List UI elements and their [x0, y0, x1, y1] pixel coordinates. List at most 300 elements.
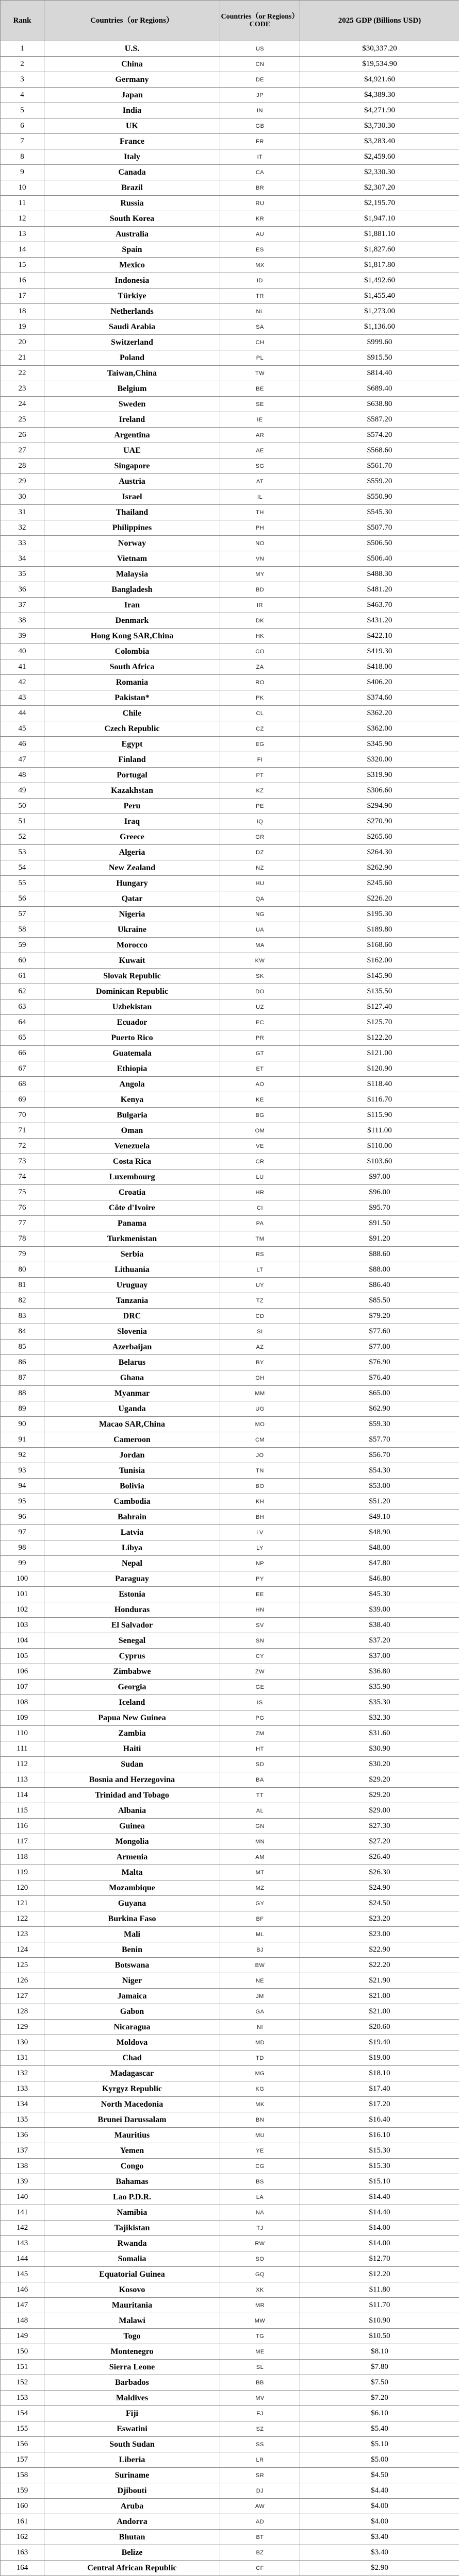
gdp-cell: $1,827.60 [300, 242, 459, 258]
rank-cell: 70 [1, 1108, 44, 1123]
gdp-cell: $506.40 [300, 551, 459, 567]
country-code-cell: EG [220, 737, 300, 752]
gdp-cell: $3.40 [300, 2545, 459, 2561]
table-row [1, 88, 459, 103]
gdp-cell: $51.20 [300, 1494, 459, 1510]
country-cell: Guinea [44, 1819, 220, 1834]
gdp-cell: $168.60 [300, 938, 459, 953]
table-row [1, 2143, 459, 2159]
country-cell: Senegal [44, 1633, 220, 1649]
gdp-cell: $27.20 [300, 1834, 459, 1850]
country-cell: Finland [44, 752, 220, 768]
rank-cell: 105 [1, 1649, 44, 1664]
country-code-cell: KR [220, 211, 300, 227]
table-row [1, 1772, 459, 1788]
country-cell: Benin [44, 1942, 220, 1958]
country-cell: Cyprus [44, 1649, 220, 1664]
country-code-cell: ML [220, 1927, 300, 1942]
rank-cell: 13 [1, 227, 44, 242]
country-code-cell: BG [220, 1108, 300, 1123]
gdp-cell: $559.20 [300, 474, 459, 489]
country-cell: Estonia [44, 1587, 220, 1602]
rank-cell: 146 [1, 2282, 44, 2298]
table-row [1, 118, 459, 134]
country-code-cell: CF [220, 2561, 300, 2576]
rank-cell: 102 [1, 1602, 44, 1618]
country-code-cell: DJ [220, 2483, 300, 2499]
country-cell: Colombia [44, 644, 220, 659]
country-code-cell: LR [220, 2452, 300, 2468]
rank-cell: 121 [1, 1896, 44, 1911]
country-code-cell: MD [220, 2035, 300, 2050]
country-cell: Niger [44, 1973, 220, 1989]
gdp-cell: $19.00 [300, 2050, 459, 2066]
rank-cell: 54 [1, 860, 44, 876]
gdp-cell: $53.00 [300, 1479, 459, 1494]
rank-cell: 56 [1, 891, 44, 907]
rank-cell: 161 [1, 2514, 44, 2530]
gdp-cell: $115.90 [300, 1108, 459, 1123]
rank-cell: 75 [1, 1185, 44, 1200]
country-cell: Cameroon [44, 1432, 220, 1448]
country-code-cell: JP [220, 88, 300, 103]
country-code-cell: CN [220, 57, 300, 72]
country-cell: Argentina [44, 428, 220, 443]
rank-cell: 78 [1, 1231, 44, 1247]
rank-cell: 58 [1, 922, 44, 938]
table-row [1, 2452, 459, 2468]
table-row [1, 2483, 459, 2499]
gdp-cell: $463.70 [300, 598, 459, 613]
table-row [1, 1571, 459, 1587]
country-code-cell: MV [220, 2391, 300, 2406]
country-code-cell: SE [220, 397, 300, 412]
table-row [1, 1185, 459, 1200]
table-row [1, 598, 459, 613]
country-cell: Jordan [44, 1448, 220, 1463]
rank-cell: 50 [1, 799, 44, 814]
table-row [1, 845, 459, 860]
country-cell: Brazil [44, 180, 220, 196]
gdp-cell: $45.30 [300, 1587, 459, 1602]
country-code-cell: KH [220, 1494, 300, 1510]
gdp-cell: $1,136.60 [300, 319, 459, 335]
country-code-cell: LU [220, 1170, 300, 1185]
country-code-cell: BH [220, 1510, 300, 1525]
rank-cell: 110 [1, 1726, 44, 1741]
table-row [1, 1788, 459, 1803]
rank-cell: 133 [1, 2081, 44, 2097]
table-row [1, 2468, 459, 2483]
gdp-cell: $30.20 [300, 1757, 459, 1772]
table-row [1, 319, 459, 335]
gdp-cell: $2,307.20 [300, 180, 459, 196]
rank-cell: 100 [1, 1571, 44, 1587]
country-cell: Zimbabwe [44, 1664, 220, 1680]
gdp-cell: $638.80 [300, 397, 459, 412]
rank-cell: 155 [1, 2421, 44, 2437]
country-code-cell: AW [220, 2499, 300, 2514]
table-row [1, 953, 459, 969]
table-row [1, 2081, 459, 2097]
rank-cell: 15 [1, 258, 44, 273]
country-code-cell: BZ [220, 2545, 300, 2561]
country-cell: Luxembourg [44, 1170, 220, 1185]
country-code-cell: NI [220, 2020, 300, 2035]
country-code-cell: PL [220, 350, 300, 366]
rank-cell: 84 [1, 1324, 44, 1340]
table-row [1, 2097, 459, 2112]
table-row [1, 1989, 459, 2004]
table-row [1, 227, 459, 242]
gdp-cell: $17.20 [300, 2097, 459, 2112]
table-row [1, 659, 459, 675]
table-row [1, 1108, 459, 1123]
gdp-cell: $550.90 [300, 489, 459, 505]
country-code-cell: SI [220, 1324, 300, 1340]
gdp-cell: $31.60 [300, 1726, 459, 1741]
rank-cell: 151 [1, 2360, 44, 2375]
rank-cell: 136 [1, 2128, 44, 2143]
country-code-cell: EC [220, 1015, 300, 1030]
country-cell: Maldives [44, 2391, 220, 2406]
country-cell: Bulgaria [44, 1108, 220, 1123]
rank-cell: 158 [1, 2468, 44, 2483]
country-cell: Malawi [44, 2313, 220, 2329]
gdp-cell: $125.70 [300, 1015, 459, 1030]
table-row [1, 2298, 459, 2313]
rank-cell: 51 [1, 814, 44, 829]
rank-cell: 107 [1, 1680, 44, 1695]
rank-cell: 113 [1, 1772, 44, 1788]
rank-cell: 164 [1, 2561, 44, 2576]
country-code-cell: SS [220, 2437, 300, 2452]
country-cell: Greece [44, 829, 220, 845]
rank-cell: 23 [1, 381, 44, 397]
rank-cell: 25 [1, 412, 44, 428]
table-row [1, 1061, 459, 1077]
table-row [1, 242, 459, 258]
country-cell: Türkiye [44, 289, 220, 304]
gdp-cell: $2.90 [300, 2561, 459, 2576]
country-code-cell: GR [220, 829, 300, 845]
table-row [1, 1741, 459, 1757]
header-row [1, 1, 459, 41]
rank-cell: 36 [1, 582, 44, 598]
table-row [1, 2282, 459, 2298]
table-row [1, 721, 459, 737]
country-code-cell: BD [220, 582, 300, 598]
gdp-cell: $65.00 [300, 1386, 459, 1401]
country-cell: Guyana [44, 1896, 220, 1911]
country-code-cell: BE [220, 381, 300, 397]
rank-cell: 39 [1, 629, 44, 644]
rank-cell: 74 [1, 1170, 44, 1185]
country-code-cell: ET [220, 1061, 300, 1077]
gdp-cell: $264.30 [300, 845, 459, 860]
rank-cell: 147 [1, 2298, 44, 2313]
country-cell: Madagascar [44, 2066, 220, 2081]
rank-cell: 30 [1, 489, 44, 505]
country-code-cell: PK [220, 690, 300, 706]
table-row [1, 613, 459, 629]
rank-cell: 101 [1, 1587, 44, 1602]
country-cell: Australia [44, 227, 220, 242]
rank-cell: 108 [1, 1695, 44, 1710]
rank-cell: 24 [1, 397, 44, 412]
table-row [1, 2375, 459, 2391]
country-code-cell: SG [220, 459, 300, 474]
country-cell: Belarus [44, 1355, 220, 1370]
table-row [1, 1355, 459, 1370]
gdp-cell: $49.10 [300, 1510, 459, 1525]
table-row [1, 737, 459, 752]
gdp-cell: $79.20 [300, 1309, 459, 1324]
country-code-cell: HR [220, 1185, 300, 1200]
country-cell: Tanzania [44, 1293, 220, 1309]
rank-cell: 57 [1, 907, 44, 922]
country-cell: Lithuania [44, 1262, 220, 1278]
country-cell: Equatorial Guinea [44, 2267, 220, 2282]
table-row [1, 551, 459, 567]
gdp-cell: $345.90 [300, 737, 459, 752]
country-cell: El Salvador [44, 1618, 220, 1633]
country-code-cell: HK [220, 629, 300, 644]
gdp-cell: $21.00 [300, 2004, 459, 2020]
gdp-cell: $26.30 [300, 1865, 459, 1880]
rank-cell: 20 [1, 335, 44, 350]
country-code-cell: UG [220, 1401, 300, 1417]
table-row [1, 459, 459, 474]
country-code-cell: AT [220, 474, 300, 489]
country-cell: Mexico [44, 258, 220, 273]
country-code-cell: SO [220, 2251, 300, 2267]
gdp-cell: $574.20 [300, 428, 459, 443]
country-cell: South Sudan [44, 2437, 220, 2452]
rank-cell: 109 [1, 1710, 44, 1726]
country-cell: Ireland [44, 412, 220, 428]
country-code-cell: CH [220, 335, 300, 350]
gdp-cell: $24.50 [300, 1896, 459, 1911]
country-cell: Qatar [44, 891, 220, 907]
country-code-cell: BO [220, 1479, 300, 1494]
gdp-cell: $1,455.40 [300, 289, 459, 304]
gdp-cell: $14.40 [300, 2205, 459, 2221]
rank-cell: 117 [1, 1834, 44, 1850]
gdp-cell: $7.20 [300, 2391, 459, 2406]
gdp-cell: $587.20 [300, 412, 459, 428]
table-row [1, 1077, 459, 1092]
table-row [1, 2128, 459, 2143]
country-cell: Bahamas [44, 2174, 220, 2190]
table-row [1, 412, 459, 428]
table-row [1, 1479, 459, 1494]
gdp-cell: $999.60 [300, 335, 459, 350]
rank-cell: 72 [1, 1139, 44, 1154]
rank-cell: 52 [1, 829, 44, 845]
country-code-cell: MO [220, 1417, 300, 1432]
country-code-cell: IE [220, 412, 300, 428]
country-code-cell: NO [220, 536, 300, 551]
gdp-cell: $4,921.60 [300, 72, 459, 88]
rank-cell: 46 [1, 737, 44, 752]
rank-cell: 157 [1, 2452, 44, 2468]
country-code-cell: CM [220, 1432, 300, 1448]
gdp-cell: $2,195.70 [300, 196, 459, 211]
country-cell: Serbia [44, 1247, 220, 1262]
rank-cell: 29 [1, 474, 44, 489]
country-code-cell: SN [220, 1633, 300, 1649]
gdp-cell: $561.70 [300, 459, 459, 474]
country-code-cell: MK [220, 2097, 300, 2112]
country-code-cell: MU [220, 2128, 300, 2143]
gdp-cell: $14.40 [300, 2190, 459, 2205]
gdp-cell: $545.30 [300, 505, 459, 520]
table-row [1, 1401, 459, 1417]
country-code-cell: LV [220, 1525, 300, 1540]
rank-cell: 160 [1, 2499, 44, 2514]
country-cell: South Africa [44, 659, 220, 675]
table-row [1, 335, 459, 350]
gdp-cell: $57.70 [300, 1432, 459, 1448]
rank-cell: 94 [1, 1479, 44, 1494]
rank-cell: 5 [1, 103, 44, 118]
country-code-cell: IQ [220, 814, 300, 829]
gdp-cell: $29.00 [300, 1803, 459, 1819]
gdp-cell: $20.60 [300, 2020, 459, 2035]
rank-cell: 149 [1, 2329, 44, 2344]
country-code-cell: PR [220, 1030, 300, 1046]
table-row [1, 1432, 459, 1448]
table-row [1, 2313, 459, 2329]
rank-cell: 31 [1, 505, 44, 520]
table-row [1, 1015, 459, 1030]
gdp-cell: $12.20 [300, 2267, 459, 2282]
table-row [1, 397, 459, 412]
gdp-cell: $37.20 [300, 1633, 459, 1649]
gdp-cell: $21.00 [300, 1989, 459, 2004]
country-cell: Botswana [44, 1958, 220, 1973]
country-cell: Kosovo [44, 2282, 220, 2298]
table-row [1, 1927, 459, 1942]
country-cell: Central African Republic [44, 2561, 220, 2576]
gdp-cell: $306.60 [300, 783, 459, 799]
table-row [1, 1865, 459, 1880]
country-cell: Jamaica [44, 1989, 220, 2004]
rank-cell: 35 [1, 567, 44, 582]
country-cell: Côte d'Ivoire [44, 1200, 220, 1216]
gdp-cell: $118.40 [300, 1077, 459, 1092]
country-code-cell: FR [220, 134, 300, 149]
rank-cell: 137 [1, 2143, 44, 2159]
country-cell: Sudan [44, 1757, 220, 1772]
table-row [1, 860, 459, 876]
country-code-cell: ZM [220, 1726, 300, 1741]
rank-cell: 129 [1, 2020, 44, 2035]
country-cell: Gabon [44, 2004, 220, 2020]
rank-cell: 140 [1, 2190, 44, 2205]
rank-cell: 61 [1, 969, 44, 984]
country-code-cell: BR [220, 180, 300, 196]
rank-cell: 38 [1, 613, 44, 629]
rank-cell: 4 [1, 88, 44, 103]
rank-cell: 156 [1, 2437, 44, 2452]
rank-cell: 143 [1, 2236, 44, 2251]
table-row [1, 273, 459, 289]
country-code-cell: GN [220, 1819, 300, 1834]
gdp-cell: $14.00 [300, 2236, 459, 2251]
gdp-cell: $245.60 [300, 876, 459, 891]
country-cell: Dominican Republic [44, 984, 220, 999]
header-country-code: Countries（or Regions）CODE [220, 1, 300, 41]
country-code-cell: BJ [220, 1942, 300, 1958]
country-cell: Denmark [44, 613, 220, 629]
gdp-cell: $4.00 [300, 2514, 459, 2530]
country-cell: Azerbaijan [44, 1340, 220, 1355]
country-cell: Czech Republic [44, 721, 220, 737]
rank-cell: 130 [1, 2035, 44, 2050]
gdp-cell: $419.30 [300, 644, 459, 659]
country-code-cell: CD [220, 1309, 300, 1324]
gdp-cell: $362.00 [300, 721, 459, 737]
rank-cell: 128 [1, 2004, 44, 2020]
gdp-cell: $91.50 [300, 1216, 459, 1231]
rank-cell: 42 [1, 675, 44, 690]
country-code-cell: NE [220, 1973, 300, 1989]
rank-cell: 60 [1, 953, 44, 969]
rank-cell: 62 [1, 984, 44, 999]
country-code-cell: IN [220, 103, 300, 118]
country-cell: Myanmar [44, 1386, 220, 1401]
country-code-cell: ME [220, 2344, 300, 2360]
table-row [1, 907, 459, 922]
country-code-cell: DE [220, 72, 300, 88]
table-row [1, 783, 459, 799]
gdp-cell: $24.90 [300, 1880, 459, 1896]
table-row [1, 1834, 459, 1850]
gdp-cell: $16.10 [300, 2128, 459, 2143]
rank-cell: 112 [1, 1757, 44, 1772]
rank-cell: 115 [1, 1803, 44, 1819]
table-row [1, 2020, 459, 2035]
country-code-cell: KZ [220, 783, 300, 799]
country-code-cell: ES [220, 242, 300, 258]
gdp-cell: $48.00 [300, 1540, 459, 1556]
gdp-cell: $23.00 [300, 1927, 459, 1942]
country-cell: Ghana [44, 1370, 220, 1386]
country-code-cell: EE [220, 1587, 300, 1602]
gdp-cell: $46.80 [300, 1571, 459, 1587]
table-row [1, 1540, 459, 1556]
rank-cell: 16 [1, 273, 44, 289]
gdp-cell: $1,273.00 [300, 304, 459, 319]
table-row [1, 165, 459, 180]
table-row [1, 2035, 459, 2050]
country-cell: Turkmenistan [44, 1231, 220, 1247]
country-code-cell: MM [220, 1386, 300, 1401]
gdp-cell: $17.40 [300, 2081, 459, 2097]
country-code-cell: HT [220, 1741, 300, 1757]
rank-cell: 32 [1, 520, 44, 536]
table-row [1, 1154, 459, 1170]
country-cell: Belize [44, 2545, 220, 2561]
country-code-cell: DK [220, 613, 300, 629]
country-code-cell: SD [220, 1757, 300, 1772]
country-cell: Mauritius [44, 2128, 220, 2143]
table-row [1, 1324, 459, 1340]
rank-cell: 73 [1, 1154, 44, 1170]
country-cell: Iceland [44, 1695, 220, 1710]
